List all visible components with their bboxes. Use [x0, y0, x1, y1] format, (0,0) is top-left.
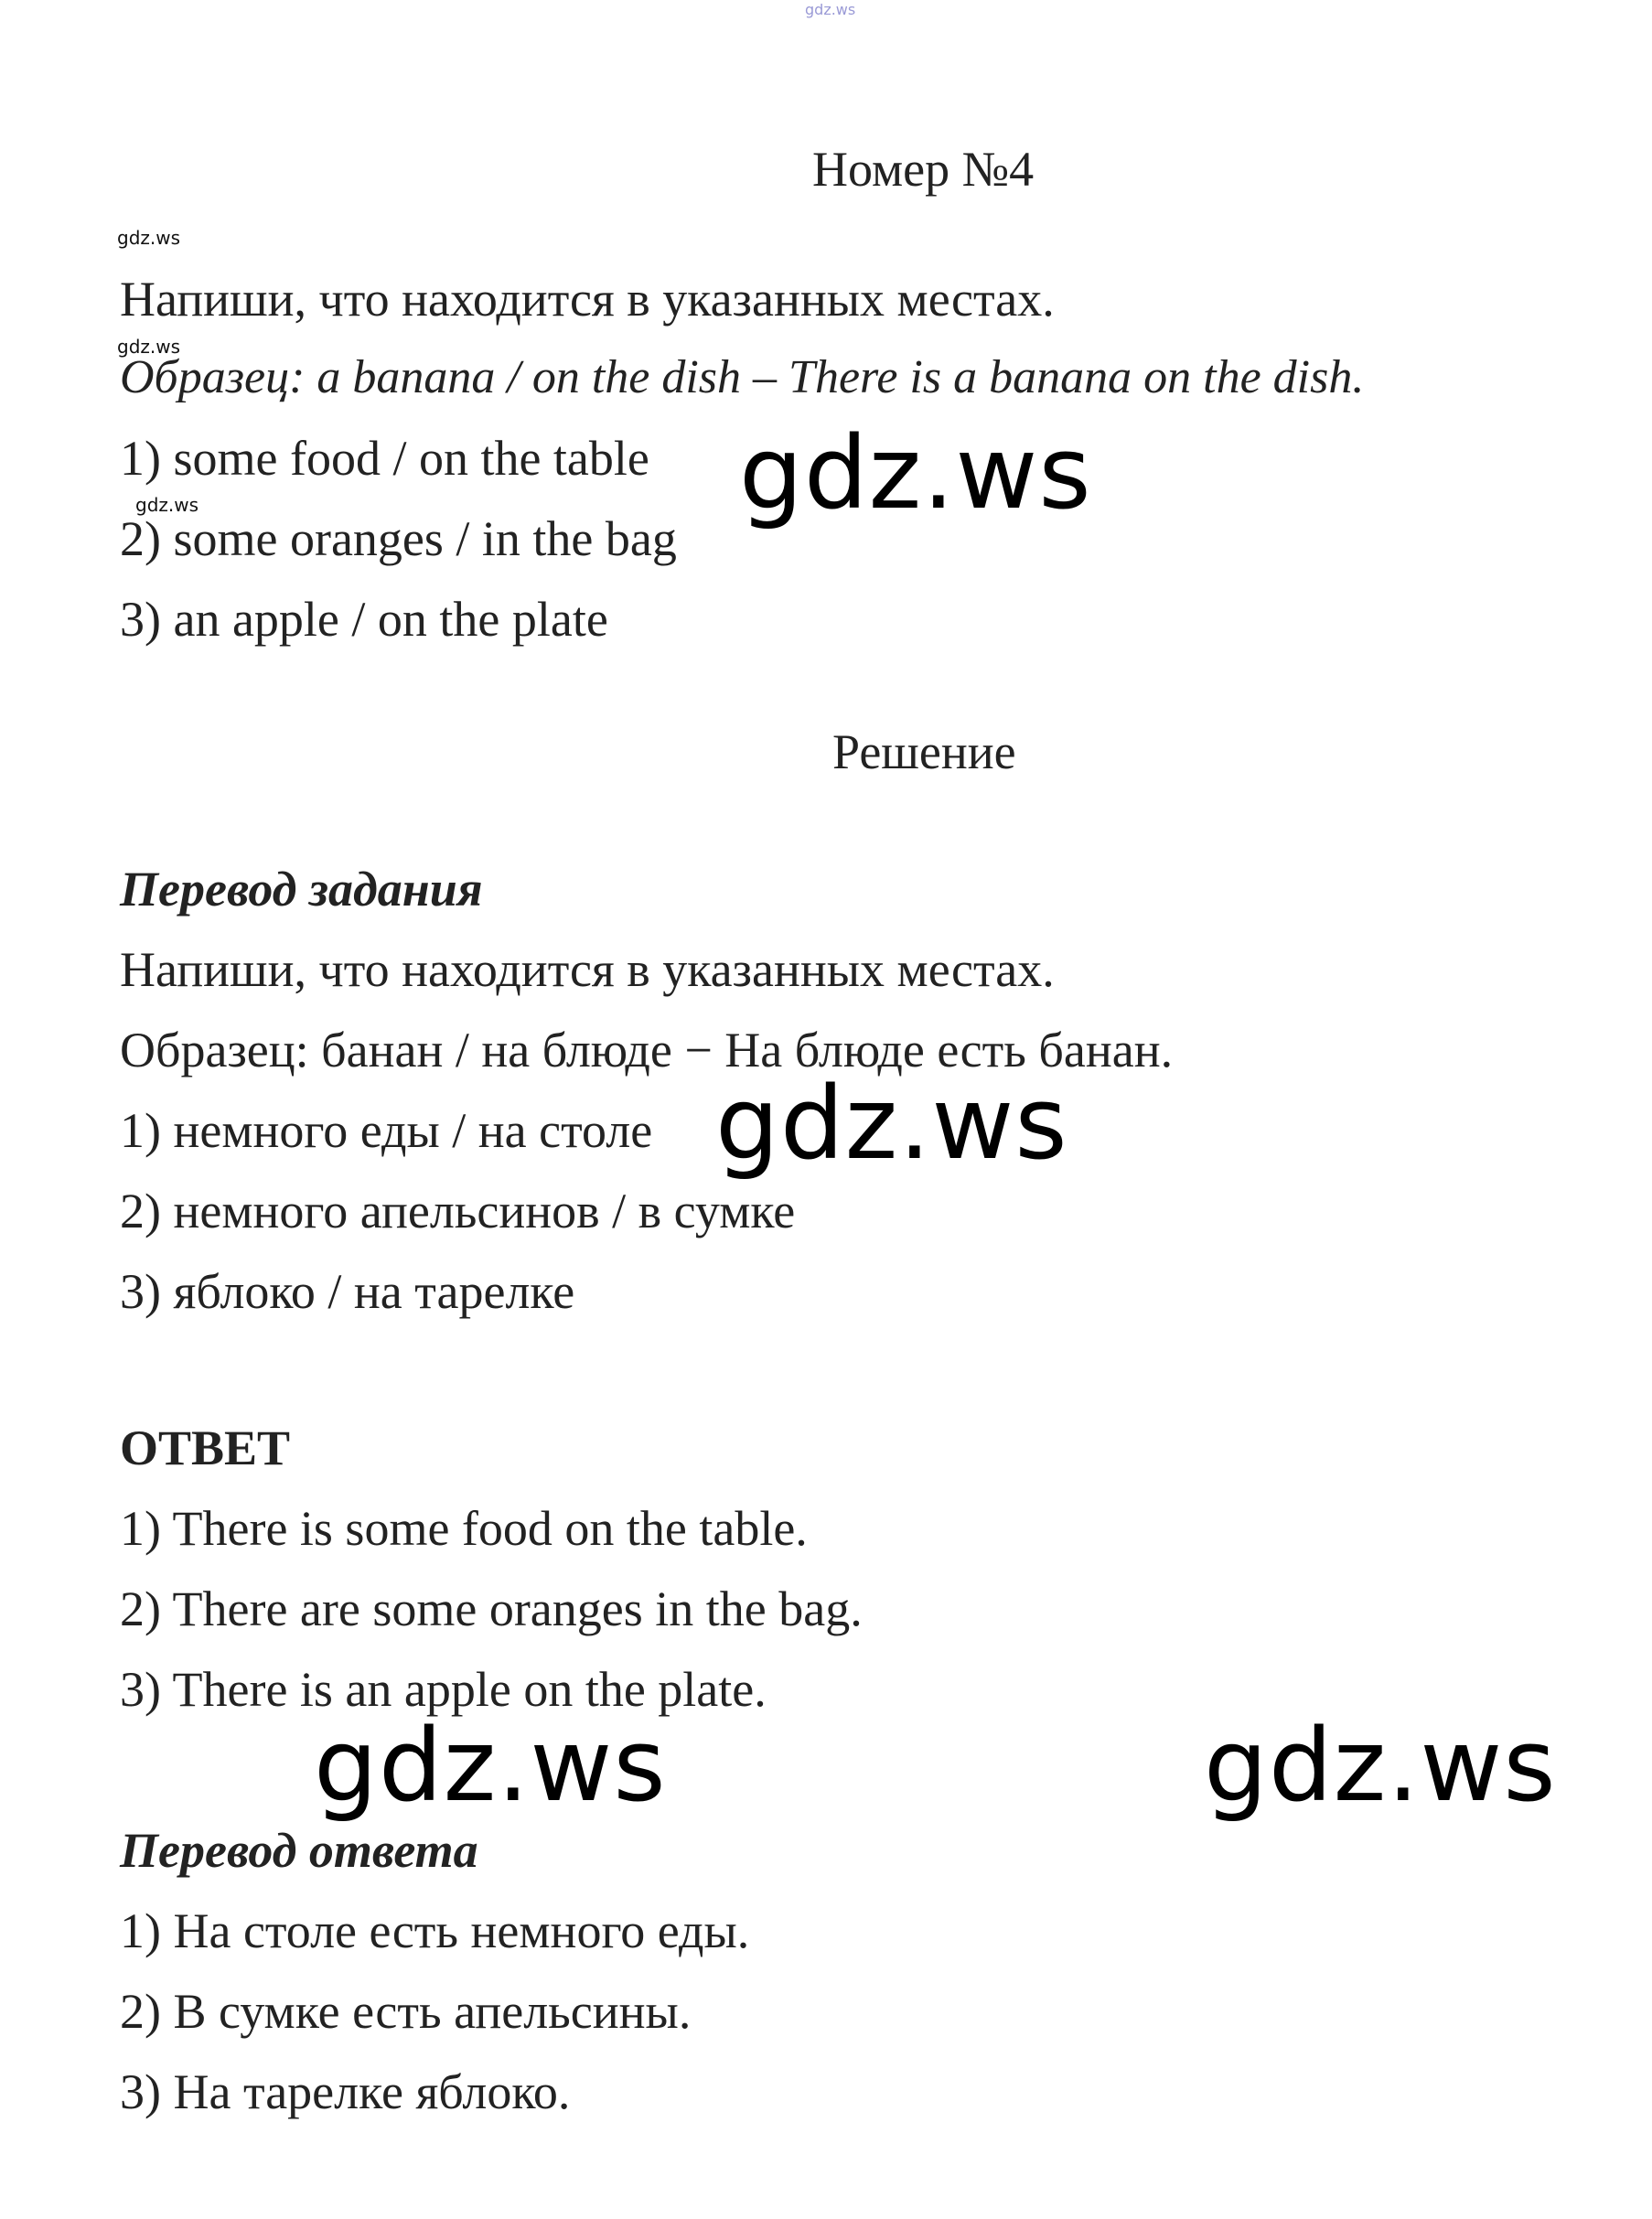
answer-item: 1) There is some food on the table. — [120, 1501, 808, 1556]
answer-item: 3) There is an apple on the plate. — [120, 1662, 767, 1717]
watermark-large: gdz.ws — [739, 414, 1092, 531]
translation-example: Образец: банан / на блюде − На блюде есть банан. — [120, 1023, 1174, 1077]
answer-translation-item: 1) На столе есть немного еды. — [120, 1903, 750, 1958]
watermark-small: gdz.ws — [117, 336, 181, 358]
task-item: 2) some oranges / in the bag — [120, 511, 677, 566]
task-item: 3) an apple / on the plate — [120, 592, 608, 647]
answer-translation-item: 2) В сумке есть апельсины. — [120, 1984, 692, 2039]
solution-title: Решение — [832, 724, 1016, 779]
answer-translation-heading: Перевод ответа — [120, 1823, 478, 1878]
task-item: 1) some food / on the table — [120, 431, 649, 486]
answer-translation-item: 3) На тарелке яблоко. — [120, 2064, 571, 2119]
translation-heading: Перевод задания — [120, 862, 483, 917]
watermark-large: gdz.ws — [1204, 1707, 1557, 1824]
translation-item: 3) яблоко / на тарелке — [120, 1264, 575, 1319]
translation-instruction: Напиши, что находится в указанных местах. — [120, 942, 1055, 997]
task-example: Образец: a banana / on the dish – There is a banana on the dish. — [120, 351, 1365, 403]
task-title: Номер №4 — [812, 142, 1035, 197]
translation-item: 2) немного апельсинов / в сумке — [120, 1184, 796, 1238]
watermark-small: gdz.ws — [135, 494, 199, 516]
answer-item: 2) There are some oranges in the bag. — [120, 1581, 863, 1636]
translation-item: 1) немного еды / на столе — [120, 1103, 653, 1158]
watermark-top: gdz.ws — [805, 1, 856, 18]
answer-heading: ОТВЕТ — [120, 1420, 291, 1475]
watermark-small: gdz.ws — [117, 227, 181, 249]
watermark-large: gdz.ws — [314, 1707, 667, 1824]
task-instruction: Напиши, что находится в указанных местах. — [120, 272, 1055, 327]
watermark-large: gdz.ws — [715, 1065, 1068, 1182]
